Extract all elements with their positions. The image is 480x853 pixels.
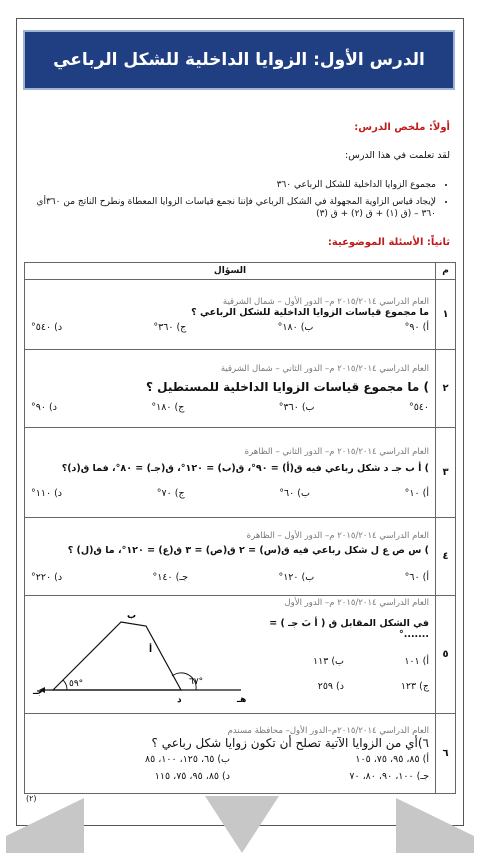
summary-point: • لإيجاد قياس الزاوية المجهولة في الشكل الرباعي فإننا نجمع قياسات الزوايا المعطاة ونطرح الناتج من ٣٦٠أي ٣٦٠ – (ق (١) + ق (٢) + ق (٣) xyxy=(28,197,436,220)
arrow-left-icon xyxy=(6,798,84,853)
option[interactable]: ج) ٣٦٠° xyxy=(153,321,187,333)
options xyxy=(259,656,429,692)
option[interactable]: أ) ١٠١ xyxy=(404,656,429,667)
arrow-right-icon xyxy=(396,798,474,853)
option[interactable]: أ) ٨٥، ٩٥، ٧٥، ١٠٥ xyxy=(355,753,429,765)
question-text: ) س ص ع ل شكل رباعي فيه ق(س) = ٢ ق(ص) = ٣ ق(ع) = ١٢٠°، ما ق(ل) ؟ xyxy=(67,544,429,556)
option[interactable]: جـ) ١٤٠° xyxy=(152,571,188,583)
table-row xyxy=(25,596,456,714)
question-cell xyxy=(25,428,436,518)
option[interactable]: ب) ١١٣ xyxy=(313,656,344,667)
scroll-down-button[interactable] xyxy=(205,796,279,853)
table-header-row xyxy=(25,263,456,280)
summary-point: • مجموع الزوايا الداخلية للشكل الرباعي ٣٦٠ xyxy=(28,180,436,191)
question-number: ١ xyxy=(436,280,456,350)
question-source: العام الدراسي ٢٠١٥/٢٠١٤ م– الدور الثاني – شمال الشرقية xyxy=(220,364,429,374)
option[interactable]: أ) ١٠° xyxy=(404,487,429,499)
question-cell xyxy=(25,714,436,794)
options xyxy=(31,572,429,583)
option[interactable]: د) ١١٠° xyxy=(31,487,63,499)
table-row xyxy=(25,428,456,518)
option[interactable]: د) ٥٤٠° xyxy=(31,321,63,333)
angle-label: ٦٧° xyxy=(189,677,204,687)
arrow-down-icon xyxy=(205,796,279,853)
option[interactable]: ب) ٣٦٠° xyxy=(278,402,315,413)
option[interactable]: د) ٢٢٠° xyxy=(31,571,63,583)
options xyxy=(31,488,429,499)
question-cell xyxy=(25,518,436,596)
question-number: ٣ xyxy=(436,428,456,518)
option[interactable]: د) ٢٥٩ xyxy=(317,681,344,692)
option[interactable]: أ) ٦٠° xyxy=(404,571,429,583)
question-number: ٢ xyxy=(436,350,456,428)
lesson-title-banner xyxy=(23,30,455,90)
summary-heading: أولاً: ملخص الدرس: xyxy=(354,122,450,133)
question-source: العام الدراسي ٢٠١٥/٢٠١٤م–الدور الأول– محافظة مسندم xyxy=(227,725,429,736)
quadrilateral-figure xyxy=(31,608,259,708)
option[interactable]: ٥٤٠° xyxy=(408,402,429,413)
question-cell xyxy=(25,350,436,428)
table-row xyxy=(25,350,456,428)
table-row xyxy=(25,714,456,794)
question-text: ٦)أي من الزوايا الآتية تصلح أن تكون زوايا شكل رباعي ؟ xyxy=(151,735,429,750)
next-page-button[interactable] xyxy=(396,792,480,853)
options xyxy=(31,322,429,333)
table-row xyxy=(25,518,456,596)
summary-points xyxy=(28,180,450,226)
questions-table xyxy=(24,262,456,794)
option[interactable]: ب) ٦٥، ١٢٥، ١٠٠، ٨٥ xyxy=(144,753,230,765)
option[interactable]: ج) ٧٠° xyxy=(156,487,185,499)
question-text: ) ما مجموع قياسات الزوايا الداخلية للمستطيل ؟ xyxy=(145,380,429,394)
summary-intro: لقد تعلمت في هذا الدرس: xyxy=(345,150,450,161)
question-source: العام الدراسي ٢٠١٥/٢٠١٤ م– الدور الأول – شمال الشرقية xyxy=(222,296,429,307)
option[interactable]: ج) ١٨٠° xyxy=(151,402,185,413)
option[interactable]: د) ٨٥، ٩٥، ٧٥، ١١٥ xyxy=(154,770,230,782)
vertex-label-b: ب xyxy=(127,611,137,621)
angle-arc-icon xyxy=(63,680,67,690)
number-column-header: م xyxy=(436,263,456,280)
question-number: ٦ xyxy=(436,714,456,794)
option[interactable]: ج) ١٢٣ xyxy=(400,681,429,692)
option[interactable]: جـ) ١٠٠، ٩٠، ٨٠، ٧٠ xyxy=(349,770,429,782)
page-number: (٢) xyxy=(26,794,37,803)
vertex-label-h: هـ xyxy=(237,695,247,705)
option[interactable]: ب) ١٢٠° xyxy=(278,571,315,583)
option[interactable]: أ) ٩٠° xyxy=(404,321,429,333)
question-source: العام الدراسي ٢٠١٥/٢٠١٤ م– الدور الأول – الظاهرة xyxy=(246,530,429,541)
question-source: العام الدراسي ٢٠١٥/٢٠١٤ م– الدور الثاني – الظاهرة xyxy=(244,446,429,457)
question-text: ) أ ب جـ د شكل رباعي فيه ق(أ) = ٩٠°، ق(ب) = ١٢٠°، ق(جـ) = ٨٠°، فما ق(د)؟ xyxy=(61,462,429,474)
question-cell xyxy=(25,596,436,714)
question-text: ما مجموع قياسات الزوايا الداخلية للشكل الرباعي ؟ xyxy=(191,306,429,318)
option[interactable]: ب) ٦٠° xyxy=(279,487,310,499)
vertex-label-d: د xyxy=(177,695,182,705)
angle-label: ٥٩° xyxy=(69,679,84,689)
question-number: ٥ xyxy=(436,596,456,714)
question-source: العام الدراسي ٢٠١٥/٢٠١٤ م– الدور الأول xyxy=(284,598,429,608)
option[interactable]: د) ٩٠° xyxy=(31,402,57,413)
option[interactable]: ب) ١٨٠° xyxy=(277,321,314,333)
question-number: ٤ xyxy=(436,518,456,596)
objective-heading: ثانياً: الأسئلة الموضوعية: xyxy=(327,237,450,248)
vertex-label-j: جـ xyxy=(33,687,43,697)
question-column-header: السؤال xyxy=(25,263,436,280)
vertex-label-a: أ xyxy=(149,645,153,655)
question-text: في الشكل المقابل ق ( أ بَ جـ ) = .......° xyxy=(269,618,429,640)
question-cell xyxy=(25,280,436,350)
previous-page-button[interactable] xyxy=(0,792,84,853)
options xyxy=(31,754,429,782)
options xyxy=(31,402,429,413)
lesson-title: الدرس الأول: الزوايا الداخلية للشكل الرباعي xyxy=(53,50,425,70)
table-row xyxy=(25,280,456,350)
